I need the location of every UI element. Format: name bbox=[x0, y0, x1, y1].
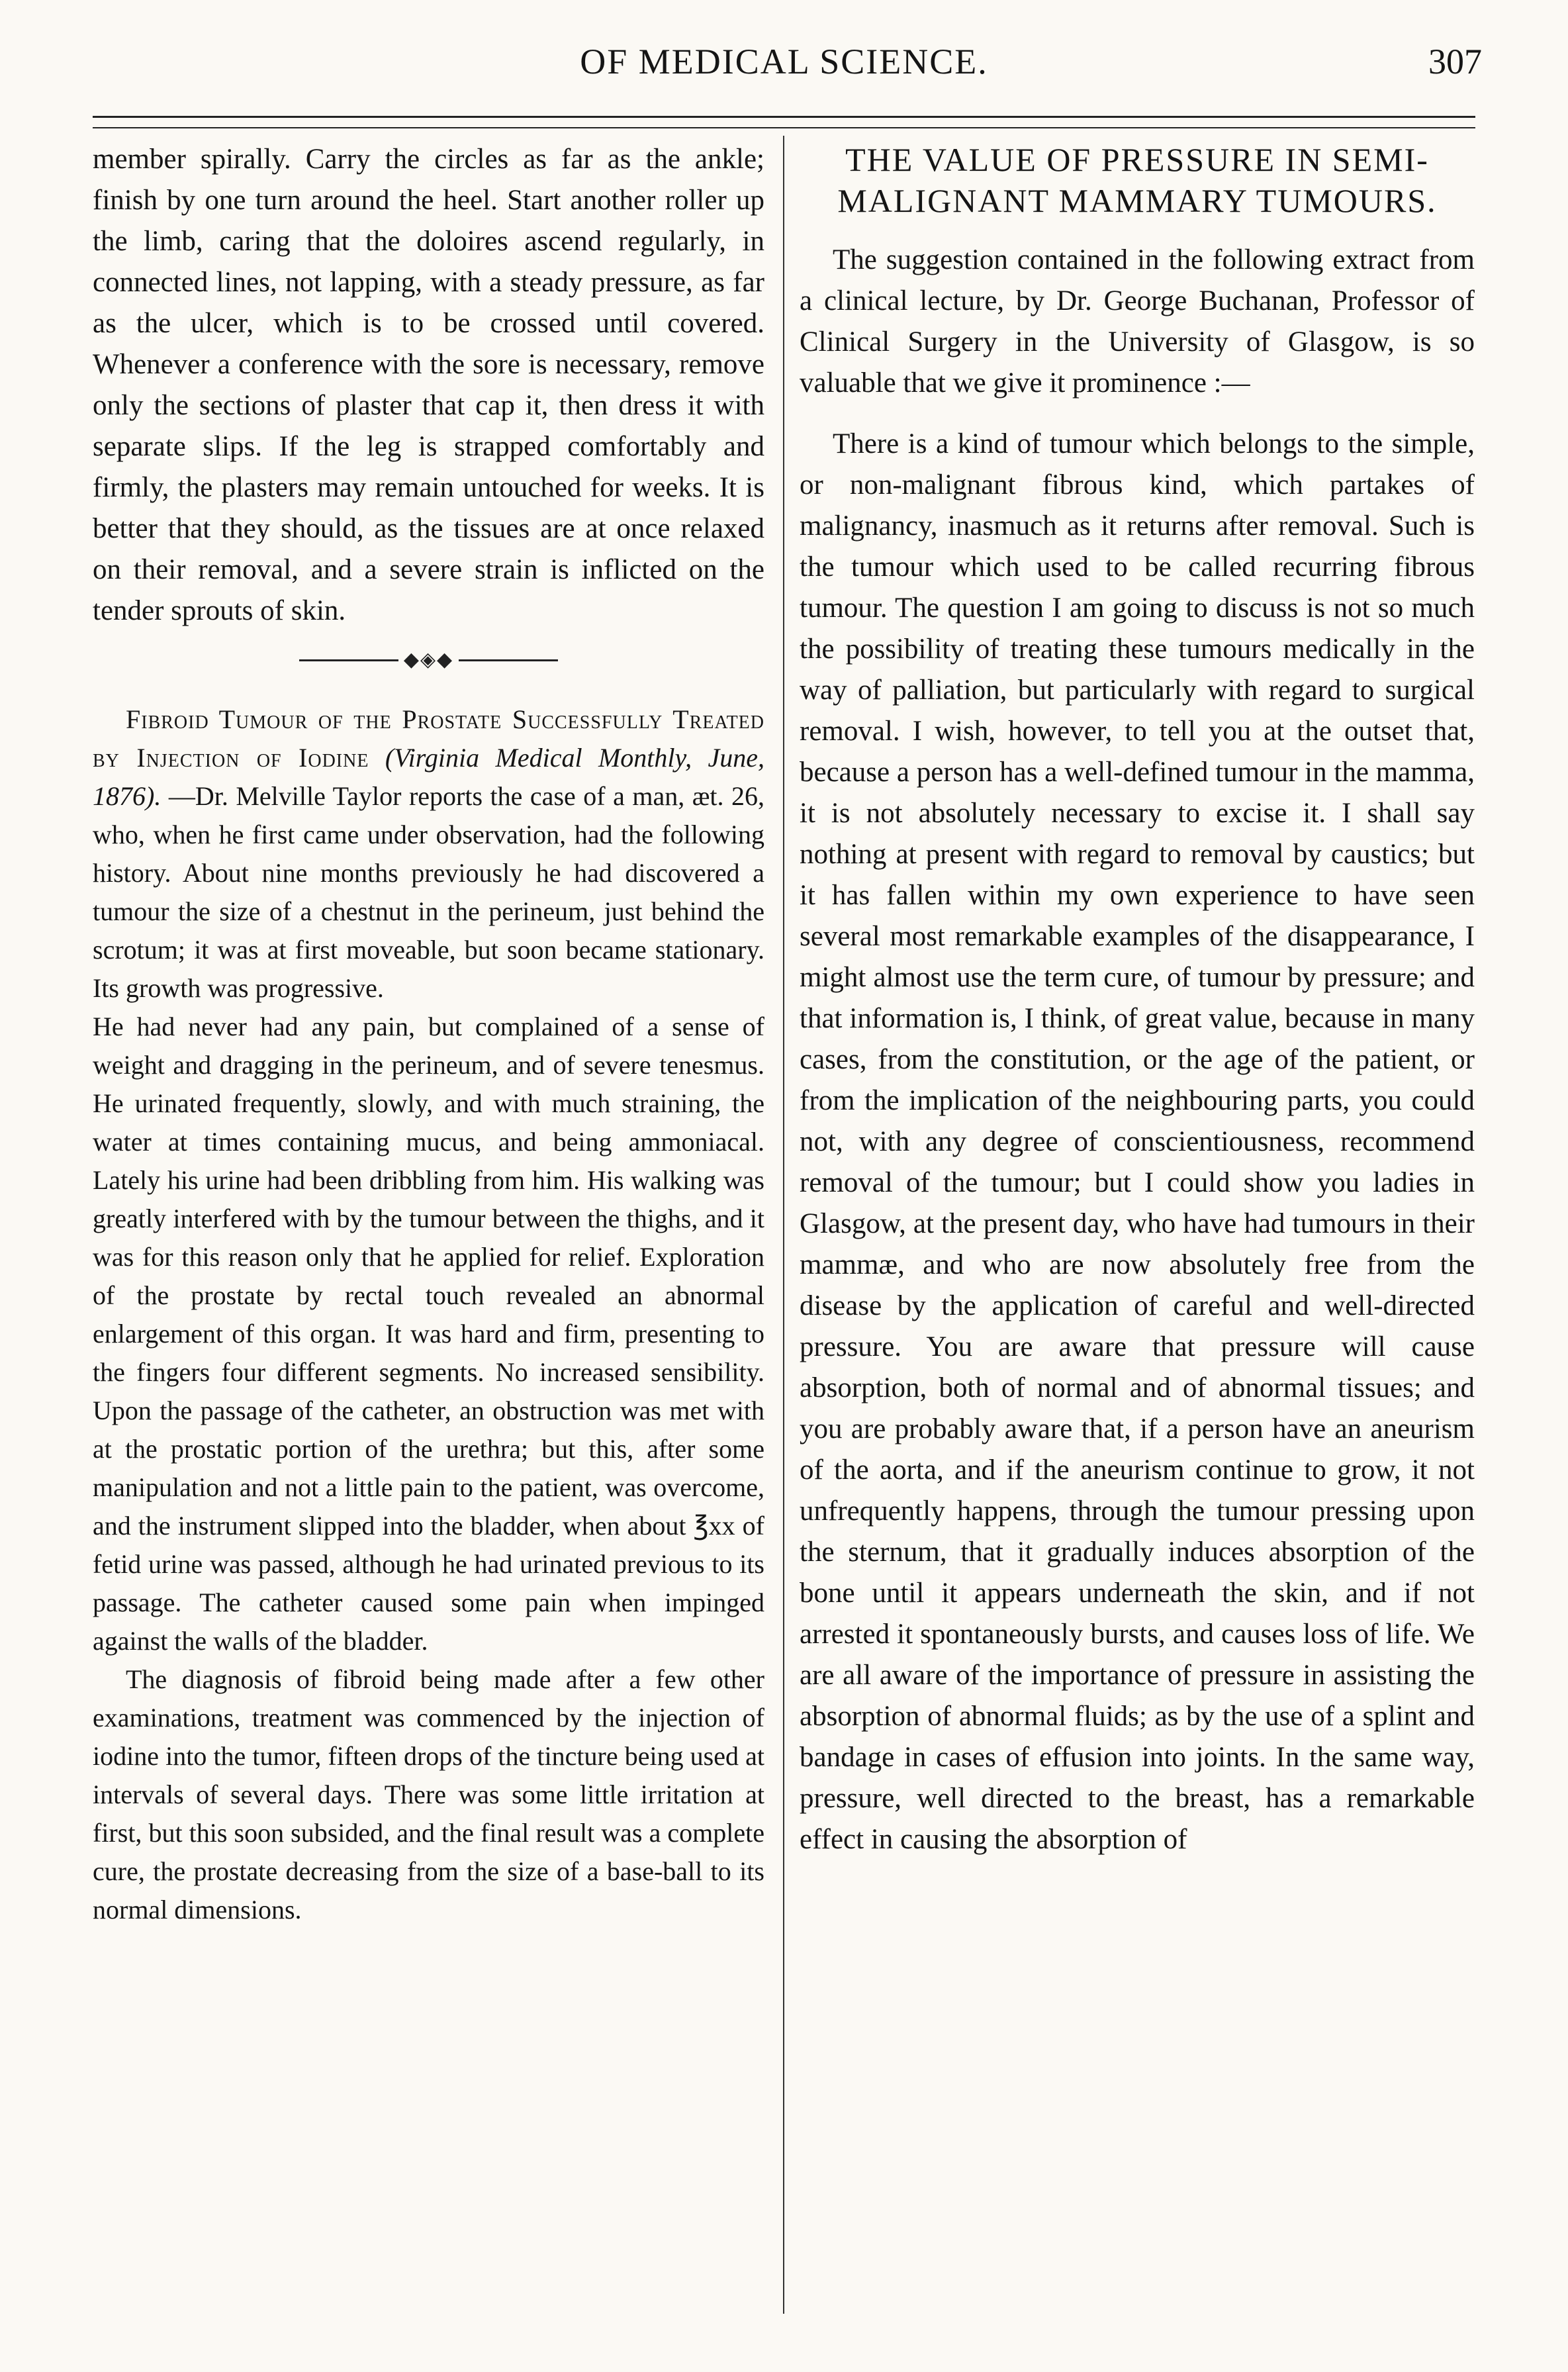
section-ornament bbox=[93, 638, 764, 681]
ornament-icon: ◆◈◆ bbox=[403, 649, 454, 671]
page-number: 307 bbox=[1428, 42, 1482, 81]
article-intro-body: —Dr. Melville Taylor reports the case of a man, æt. 26, who, when he first came under observation, had the following history. About nine months previously he had discovered a tumour the size of a chestnut in the perineum, just behind the scrotum; it was at first moveable, but soon became stationary. Its growth was progressive. bbox=[93, 781, 765, 1004]
left-column bbox=[93, 139, 764, 1929]
article-fibroid-intro bbox=[93, 700, 764, 1008]
running-title: OF MEDICAL SCIENCE. bbox=[580, 42, 988, 81]
article-source: (Virginia Medical Monthly, June, 1876). bbox=[93, 743, 764, 812]
paragraph-treatment: The diagnosis of fibroid being made after a few other examinations, treatment was commenced by the injection of iodine into the tumor, fifteen drops of the tincture being used at intervals of several days. There was some little irritation at first, but this soon subsided, and the final result was a complete cure, the prostate decreasing from the size of a base-ball to its normal dimensions. bbox=[93, 1664, 764, 1925]
paragraph-suggestion: The suggestion contained in the following extract from a clinical lecture, by Dr. George Buchanan, Professor of Clinical Surgery in the University of Glasgow, is so valuable that we give it prominence :— bbox=[800, 244, 1475, 399]
paragraph-bandaging: member spirally. Carry the circles as far as the ankle; finish by one turn around the heel. Start another roller up the limb, caring that the doloires ascend regularly, in connected lines, not lapping, with a steady pressure, as far as the ulcer, which is to be crossed until covered. Whenever a conference with the sore is necessary, remove only the sections of plaster that cap it, then dress it with separate slips. If the leg is strapped comfortably and firmly, the plasters may remain untouched for weeks. It is better that they should, as the tissues are at once relaxed on their removal, and a severe strain is inflicted on the tender sprouts of skin. bbox=[93, 144, 764, 626]
right-column bbox=[800, 139, 1475, 1860]
paragraph-tumour-pressure: There is a kind of tumour which belongs to the simple, or non-malignant fibrous kind, which partakes of malignancy, inasmuch as it returns after removal. Such is the tumour which used to be called recurring fibrous tumour. The question I am going to discuss is not so much the possibility of treating these tumours medically in the way of palliation, but particularly with regard to surgical removal. I wish, however, to tell you at the outset that, because a person has a well-defined tumour in the mamma, it is not absolutely necessary to excise it. I shall say nothing at present with regard to removal by caustics; but it has fallen within my own experience to have seen several most remarkable examples of the disappearance, I might almost use the term cure, of tumour by pressure; and that information is, I think, of great value, because in many cases, from the constitution, or the age of the patient, or from the implication of the neighbouring parts, you could not, with any degree of conscientiousness, recommend removal of the tumour; but I could show you ladies in Glasgow, at the present day, who have had tumours in their mammæ, and who are now absolutely free from the disease by the application of careful and well-directed pressure. You are aware that pressure will cause absorption, both of normal and of abnormal tissues; and you are probably aware that, if a person have an aneurism of the aorta, and if the aneurism continue to grow, it not unfrequently happens, through the tumour pressing upon the sternum, that it gradually induces absorption of the bone until it appears underneath the skin, and if not arrested it spontaneously bursts, and causes loss of life. We are all aware of the importance of pressure in assisting the absorption of abnormal fluids; as by the use of a splint and bandage in cases of effusion into joints. In the same way, pressure, well directed to the breast, has a remarkable effect in causing the absorption of bbox=[800, 428, 1475, 1855]
page-header bbox=[86, 41, 1482, 101]
column-divider bbox=[783, 136, 784, 2314]
article-heading: Fibroid Tumour of the Prostate Successfully Treated by Injection of Iodine bbox=[93, 704, 764, 773]
article-title: THE VALUE OF PRESSURE IN SEMI-MALIGNANT MAMMARY TUMOURS. bbox=[837, 141, 1437, 219]
header-rule bbox=[93, 116, 1475, 128]
paragraph-history: He had never had any pain, but complained of a sense of weight and dragging in the perineum, and of severe tenesmus. He urinated frequently, slowly, and with much straining, the water at times containing mucus, and being ammoniacal. Lately his urine had been dribbling from him. His walking was greatly interfered with by the tumour between the thighs, and it was for this reason only that he applied for relief. Exploration of the prostate by rectal touch revealed an abnormal enlargement of this organ. It was hard and firm, presenting to the fingers four different segments. No increased sensibility. Upon the passage of the catheter, an obstruction was met with at the prostatic portion of the urethra; but this, after some manipulation and not a little pain to the patient, was overcome, and the instrument slipped into the bladder, when about ℥xx of fetid urine was passed, although he had urinated previous to its passage. The catheter caused some pain when impinged against the walls of the bladder. bbox=[93, 1012, 764, 1656]
